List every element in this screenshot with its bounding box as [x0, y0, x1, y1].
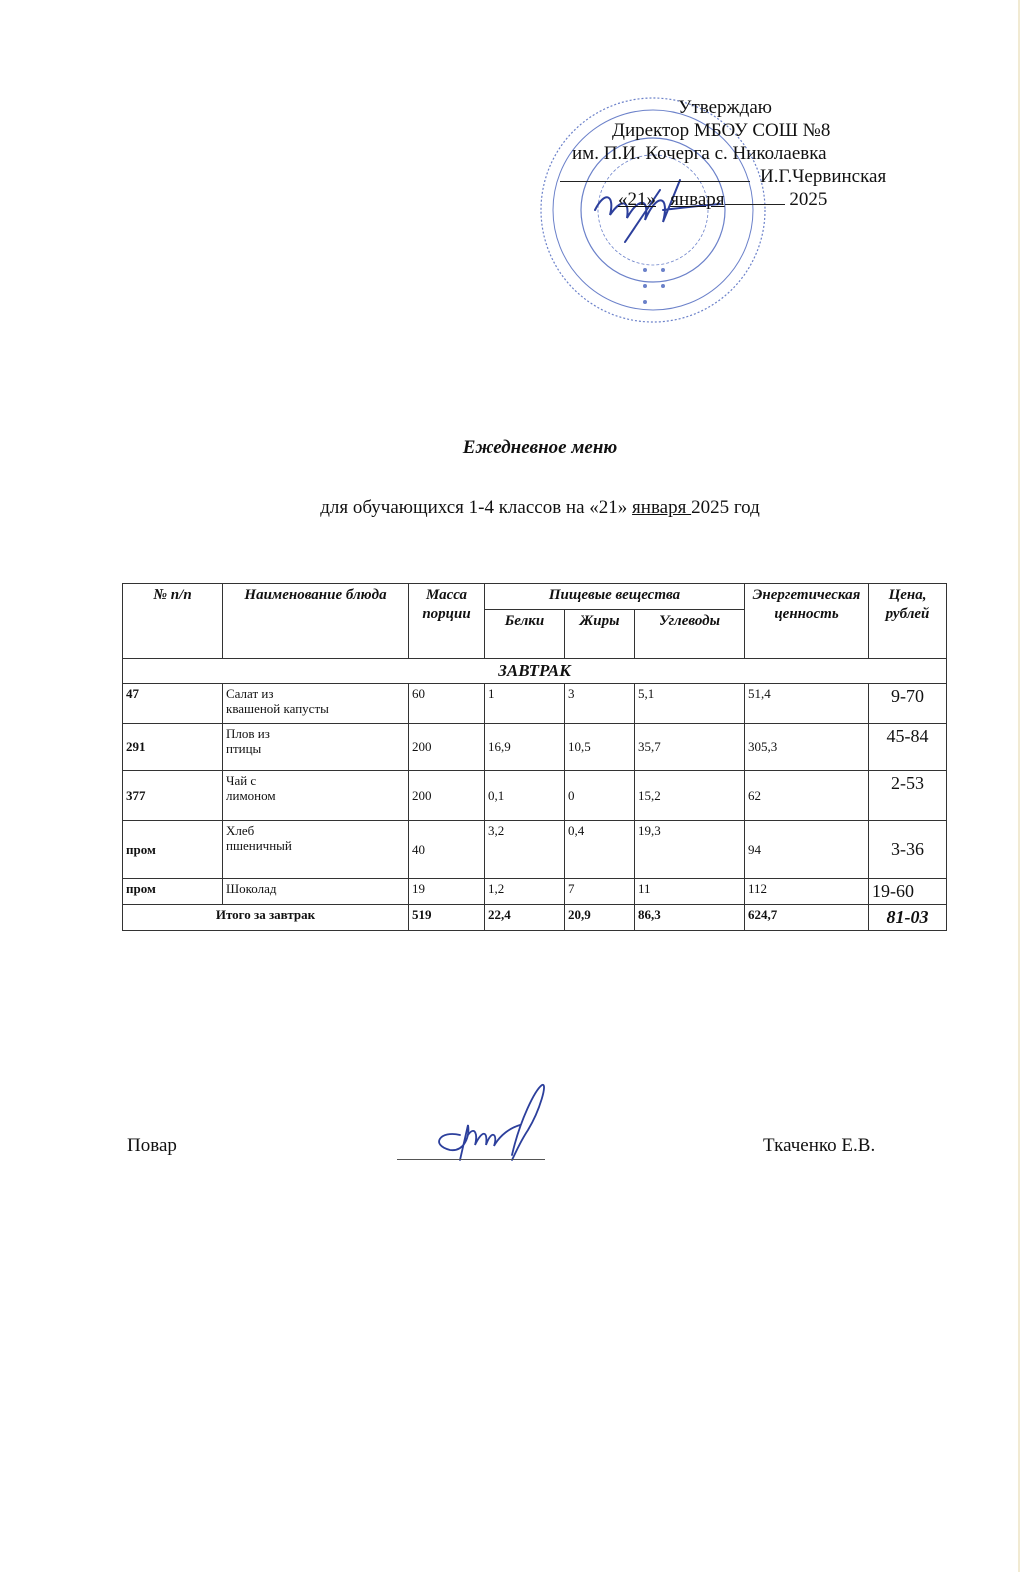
- cell-num: 291: [123, 724, 223, 771]
- cell-energy: 305,3: [745, 724, 869, 771]
- approval-signatory: И.Г.Червинская: [760, 166, 887, 187]
- header-num: № п/п: [123, 584, 223, 659]
- approval-school: им. П.И. Кочерга с. Николаевка: [572, 143, 827, 164]
- dish-name-line2: пшеничный: [226, 838, 292, 853]
- dish-name-line1: Салат из: [226, 686, 274, 701]
- page-title: Ежедневное меню: [462, 437, 618, 458]
- subtitle-suffix: 2025 год: [691, 497, 760, 518]
- header-carbs: Углеводы: [635, 610, 745, 659]
- section-breakfast: ЗАВТРАК: [123, 659, 947, 684]
- cell-fat: 0,4: [565, 821, 635, 879]
- cell-protein: 16,9: [485, 724, 565, 771]
- approval-date-month: января: [670, 189, 725, 210]
- subtitle-month: января: [632, 497, 692, 518]
- menu-table: [122, 583, 947, 931]
- cell-dish: [223, 684, 409, 724]
- approval-date-year: 2025: [789, 189, 828, 210]
- date-underline: [725, 192, 785, 205]
- cell-protein: 1: [485, 684, 565, 724]
- cell-price: 9-70: [869, 684, 947, 724]
- table-row: [123, 821, 947, 879]
- cell-dish: [223, 879, 409, 905]
- cell-mass: 19: [409, 879, 485, 905]
- header-name: Наименование блюда: [223, 584, 409, 659]
- table-row: [123, 724, 947, 771]
- dish-name-line2: лимоном: [226, 788, 276, 803]
- header-fat: Жиры: [565, 610, 635, 659]
- dish-name-line1: Шоколад: [226, 881, 277, 896]
- cook-role: Повар: [127, 1135, 177, 1156]
- header-protein: Белки: [485, 610, 565, 659]
- total-fat: 20,9: [565, 905, 635, 931]
- approval-date: [560, 188, 940, 211]
- cell-dish: [223, 821, 409, 879]
- cell-protein: 1,2: [485, 879, 565, 905]
- cell-protein: 3,2: [485, 821, 565, 879]
- cell-price: 45-84: [869, 724, 947, 771]
- header-nutrients: Пищевые вещества: [485, 584, 745, 610]
- cell-mass: 60: [409, 684, 485, 724]
- approval-block: [560, 96, 940, 211]
- subtitle-prefix: для обучающихся 1-4 классов на «21»: [320, 497, 633, 518]
- header-price: Цена, рублей: [869, 584, 947, 659]
- total-protein: 22,4: [485, 905, 565, 931]
- dish-name-line1: Плов из: [226, 726, 270, 741]
- total-carbs: 86,3: [635, 905, 745, 931]
- cell-energy: 112: [745, 879, 869, 905]
- cell-fat: 10,5: [565, 724, 635, 771]
- cell-energy: 94: [745, 821, 869, 879]
- total-row: [123, 905, 947, 931]
- section-row: [123, 659, 947, 684]
- header-row: [123, 584, 947, 610]
- header-energy: Энергетическая ценность: [745, 584, 869, 659]
- table-row: [123, 684, 947, 724]
- table-row: [123, 879, 947, 905]
- signature-underline: [560, 167, 750, 182]
- dish-name-line2: птицы: [226, 741, 262, 756]
- total-label: Итого за завтрак: [123, 905, 409, 931]
- cell-mass: 200: [409, 771, 485, 821]
- cell-energy: 51,4: [745, 684, 869, 724]
- approval-heading: Утверждаю: [678, 97, 772, 118]
- cell-fat: 3: [565, 684, 635, 724]
- page-subtitle: [0, 497, 1024, 519]
- cook-name: Ткаченко Е.В.: [763, 1135, 876, 1156]
- approval-date-day: «21»: [618, 189, 656, 210]
- cell-carbs: 5,1: [635, 684, 745, 724]
- cell-num: 377: [123, 771, 223, 821]
- cell-carbs: 19,3: [635, 821, 745, 879]
- cell-protein: 0,1: [485, 771, 565, 821]
- approval-position: Директор МБОУ СОШ №8: [612, 120, 831, 141]
- cell-fat: 7: [565, 879, 635, 905]
- cell-price: 19-60: [869, 879, 947, 905]
- cell-carbs: 35,7: [635, 724, 745, 771]
- cell-mass: 40: [409, 821, 485, 879]
- cell-price: 3-36: [869, 821, 947, 879]
- header-mass: Масса порции: [409, 584, 485, 659]
- cell-num: пром: [123, 821, 223, 879]
- cell-dish: [223, 724, 409, 771]
- approval-signature-line: [560, 165, 940, 188]
- dish-name-line1: Чай с: [226, 773, 257, 788]
- table-row: [123, 771, 947, 821]
- cell-carbs: 15,2: [635, 771, 745, 821]
- cell-carbs: 11: [635, 879, 745, 905]
- cell-num: 47: [123, 684, 223, 724]
- total-mass: 519: [409, 905, 485, 931]
- dish-name-line1: Хлеб: [226, 823, 255, 838]
- cell-mass: 200: [409, 724, 485, 771]
- dish-name-line2: квашеной капусты: [226, 701, 329, 716]
- cook-signature-line: [397, 1159, 545, 1160]
- total-energy: 624,7: [745, 905, 869, 931]
- page-edge: [1018, 0, 1020, 1572]
- total-price: 81-03: [869, 905, 947, 931]
- cell-energy: 62: [745, 771, 869, 821]
- cell-num: пром: [123, 879, 223, 905]
- cook-signature: [420, 1080, 560, 1175]
- cell-dish: [223, 771, 409, 821]
- cell-fat: 0: [565, 771, 635, 821]
- cell-price: 2-53: [869, 771, 947, 821]
